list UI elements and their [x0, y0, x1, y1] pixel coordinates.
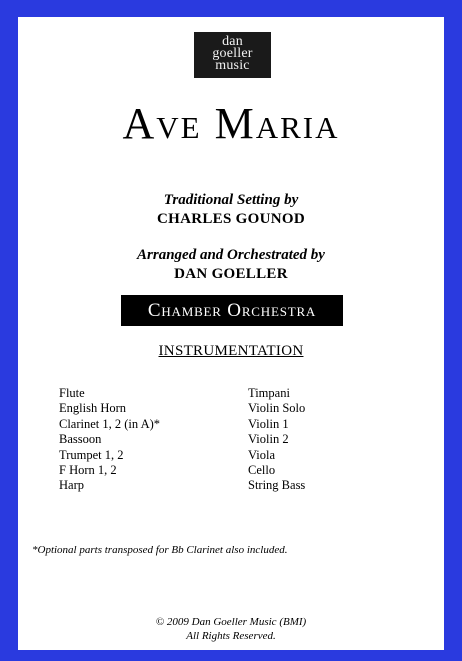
logo-line-3: music [215, 58, 250, 73]
instrument-item: F Horn 1, 2 [59, 463, 117, 478]
instrument-item: Harp [59, 478, 84, 493]
instrument-item: Violin Solo [248, 401, 306, 416]
instrument-item: Violin 1 [248, 416, 289, 431]
copyright-line-2: All Rights Reserved. [186, 630, 276, 642]
ensemble-banner: Chamber Orchestra [121, 295, 343, 326]
logo-line-2: goeller [212, 46, 253, 61]
instrumentation-heading: INSTRUMENTATION [158, 343, 304, 359]
instrument-item: Flute [59, 386, 85, 400]
copyright-notice [18, 615, 444, 643]
logo-line-1: dan [222, 34, 243, 49]
footnote: *Optional parts transposed for Bb Clarinet also included. [32, 544, 288, 556]
piece-title: Ave Maria [122, 99, 340, 148]
instrument-item: Cello [248, 463, 276, 478]
composer-name: CHARLES GOUNOD [157, 211, 305, 227]
instrument-item: String Bass [248, 478, 306, 493]
instrument-item: Violin 2 [248, 432, 289, 447]
copyright-line-1: © 2009 Dan Goeller Music (BMI) [155, 616, 307, 628]
score-cover-page [18, 17, 444, 650]
arranger-name: DAN GOELLER [174, 266, 288, 282]
instrument-item: Trumpet 1, 2 [59, 447, 124, 462]
arrangement-label: Arranged and Orchestrated by [137, 247, 325, 263]
instrument-item: Timpani [248, 386, 290, 400]
setting-label: Traditional Setting by [163, 192, 299, 208]
instrument-list-left [59, 386, 160, 494]
instrument-item: Viola [248, 447, 276, 462]
instrument-item: Clarinet 1, 2 (in A)* [59, 416, 161, 431]
instrument-list-right [248, 386, 305, 494]
instrument-item: Bassoon [59, 432, 102, 447]
publisher-logo [194, 32, 271, 78]
instrument-item: English Horn [59, 401, 127, 416]
